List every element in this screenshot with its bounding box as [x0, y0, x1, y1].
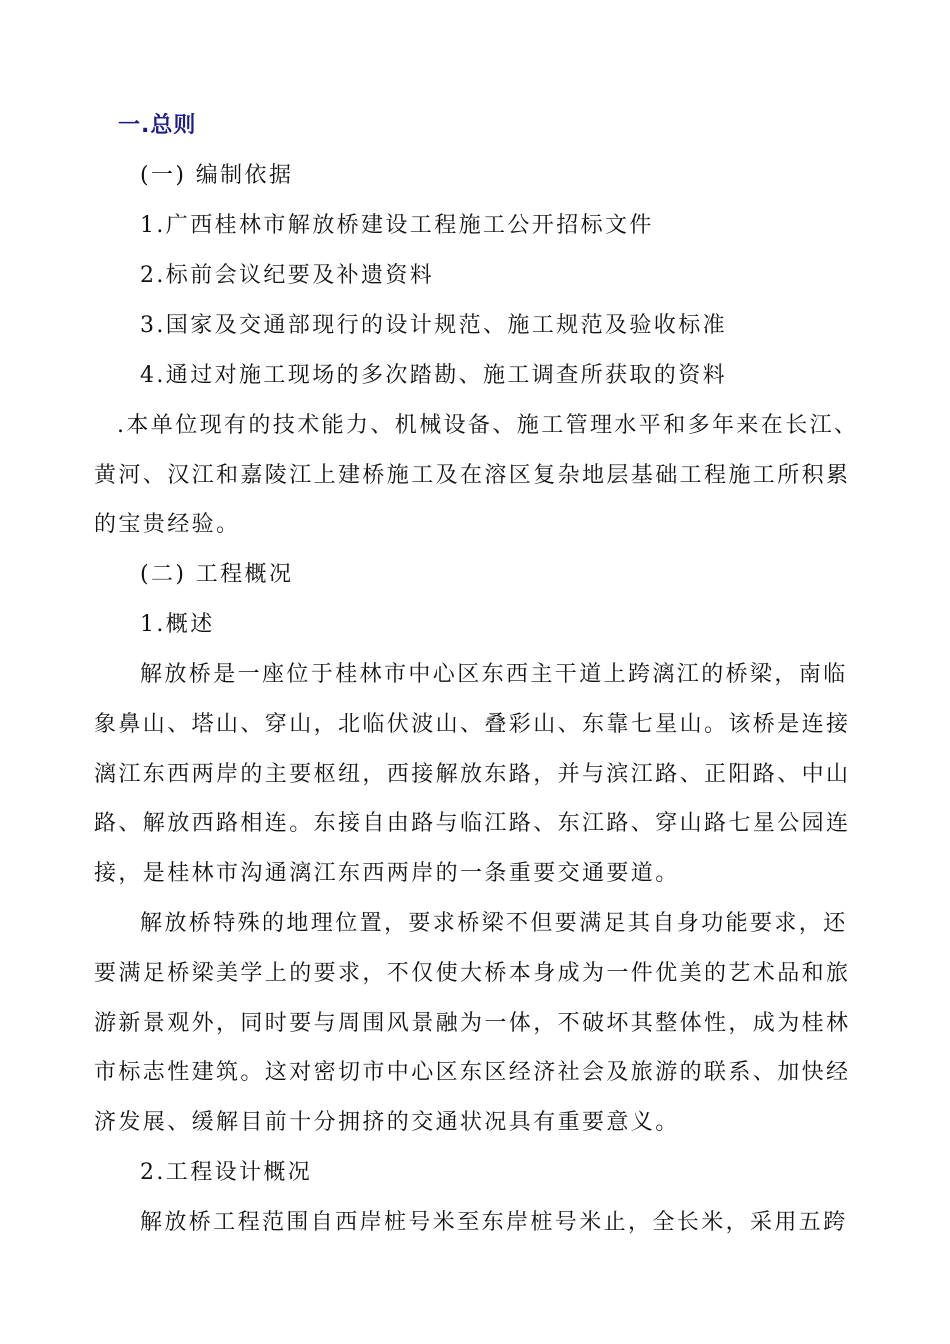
- subsection-title-basis: (一) 编制依据: [140, 163, 294, 188]
- paragraph-line: .本单位现有的技术能力、机械设备、施工管理水平和多年来在长江、: [117, 413, 859, 438]
- list-item-1: 1.广西桂林市解放桥建设工程施工公开招标文件: [140, 213, 654, 238]
- paragraph-line: 解放桥工程范围自西岸桩号米至东岸桩号米止，全长米，采用五跨: [140, 1210, 848, 1235]
- paragraph-line: 解放桥特殊的地理位置，要求桥梁不但要满足其自身功能要求，还: [140, 911, 848, 936]
- paragraph-line: 接，是桂林市沟通漓江东西两岸的一条重要交通要道。: [94, 861, 680, 886]
- item-heading-design: 2.工程设计概况: [140, 1160, 313, 1185]
- subsection-title-overview: (二) 工程概况: [140, 562, 294, 587]
- section-heading: 一.总则: [118, 113, 197, 138]
- paragraph-line: 解放桥是一座位于桂林市中心区东西主干道上跨漓江的桥梁，南临: [140, 662, 848, 687]
- list-item-2: 2.标前会议纪要及补遗资料: [140, 263, 435, 288]
- paragraph-line: 路、解放西路相连。东接自由路与临江路、东江路、穿山路七星公园连: [94, 811, 851, 836]
- item-heading-summary: 1.概述: [140, 612, 215, 637]
- paragraph-line: 要满足桥梁美学上的要求，不仅使大桥本身成为一件优美的艺术品和旅: [94, 961, 851, 986]
- paragraph-line: 漓江东西两岸的主要枢纽，西接解放东路，并与滨江路、正阳路、中山: [94, 762, 851, 787]
- paragraph-line: 济发展、缓解目前十分拥挤的交通状况具有重要意义。: [94, 1110, 680, 1135]
- paragraph-line: 市标志性建筑。这对密切市中心区东区经济社会及旅游的联系、加快经: [94, 1060, 851, 1085]
- list-item-4: 4.通过对施工现场的多次踏勘、施工调查所获取的资料: [140, 363, 727, 388]
- paragraph-line: 游新景观外，同时要与周围风景融为一体，不破坏其整体性，成为桂林: [94, 1011, 851, 1036]
- paragraph-line: 黄河、汉江和嘉陵江上建桥施工及在溶区复杂地层基础工程施工所积累: [94, 463, 851, 488]
- paragraph-line: 象鼻山、塔山、穿山，北临伏波山、叠彩山、东靠七星山。该桥是连接: [94, 712, 851, 737]
- list-item-3: 3.国家及交通部现行的设计规范、施工规范及验收标准: [140, 313, 727, 338]
- paragraph-line: 的宝贵经验。: [94, 512, 241, 537]
